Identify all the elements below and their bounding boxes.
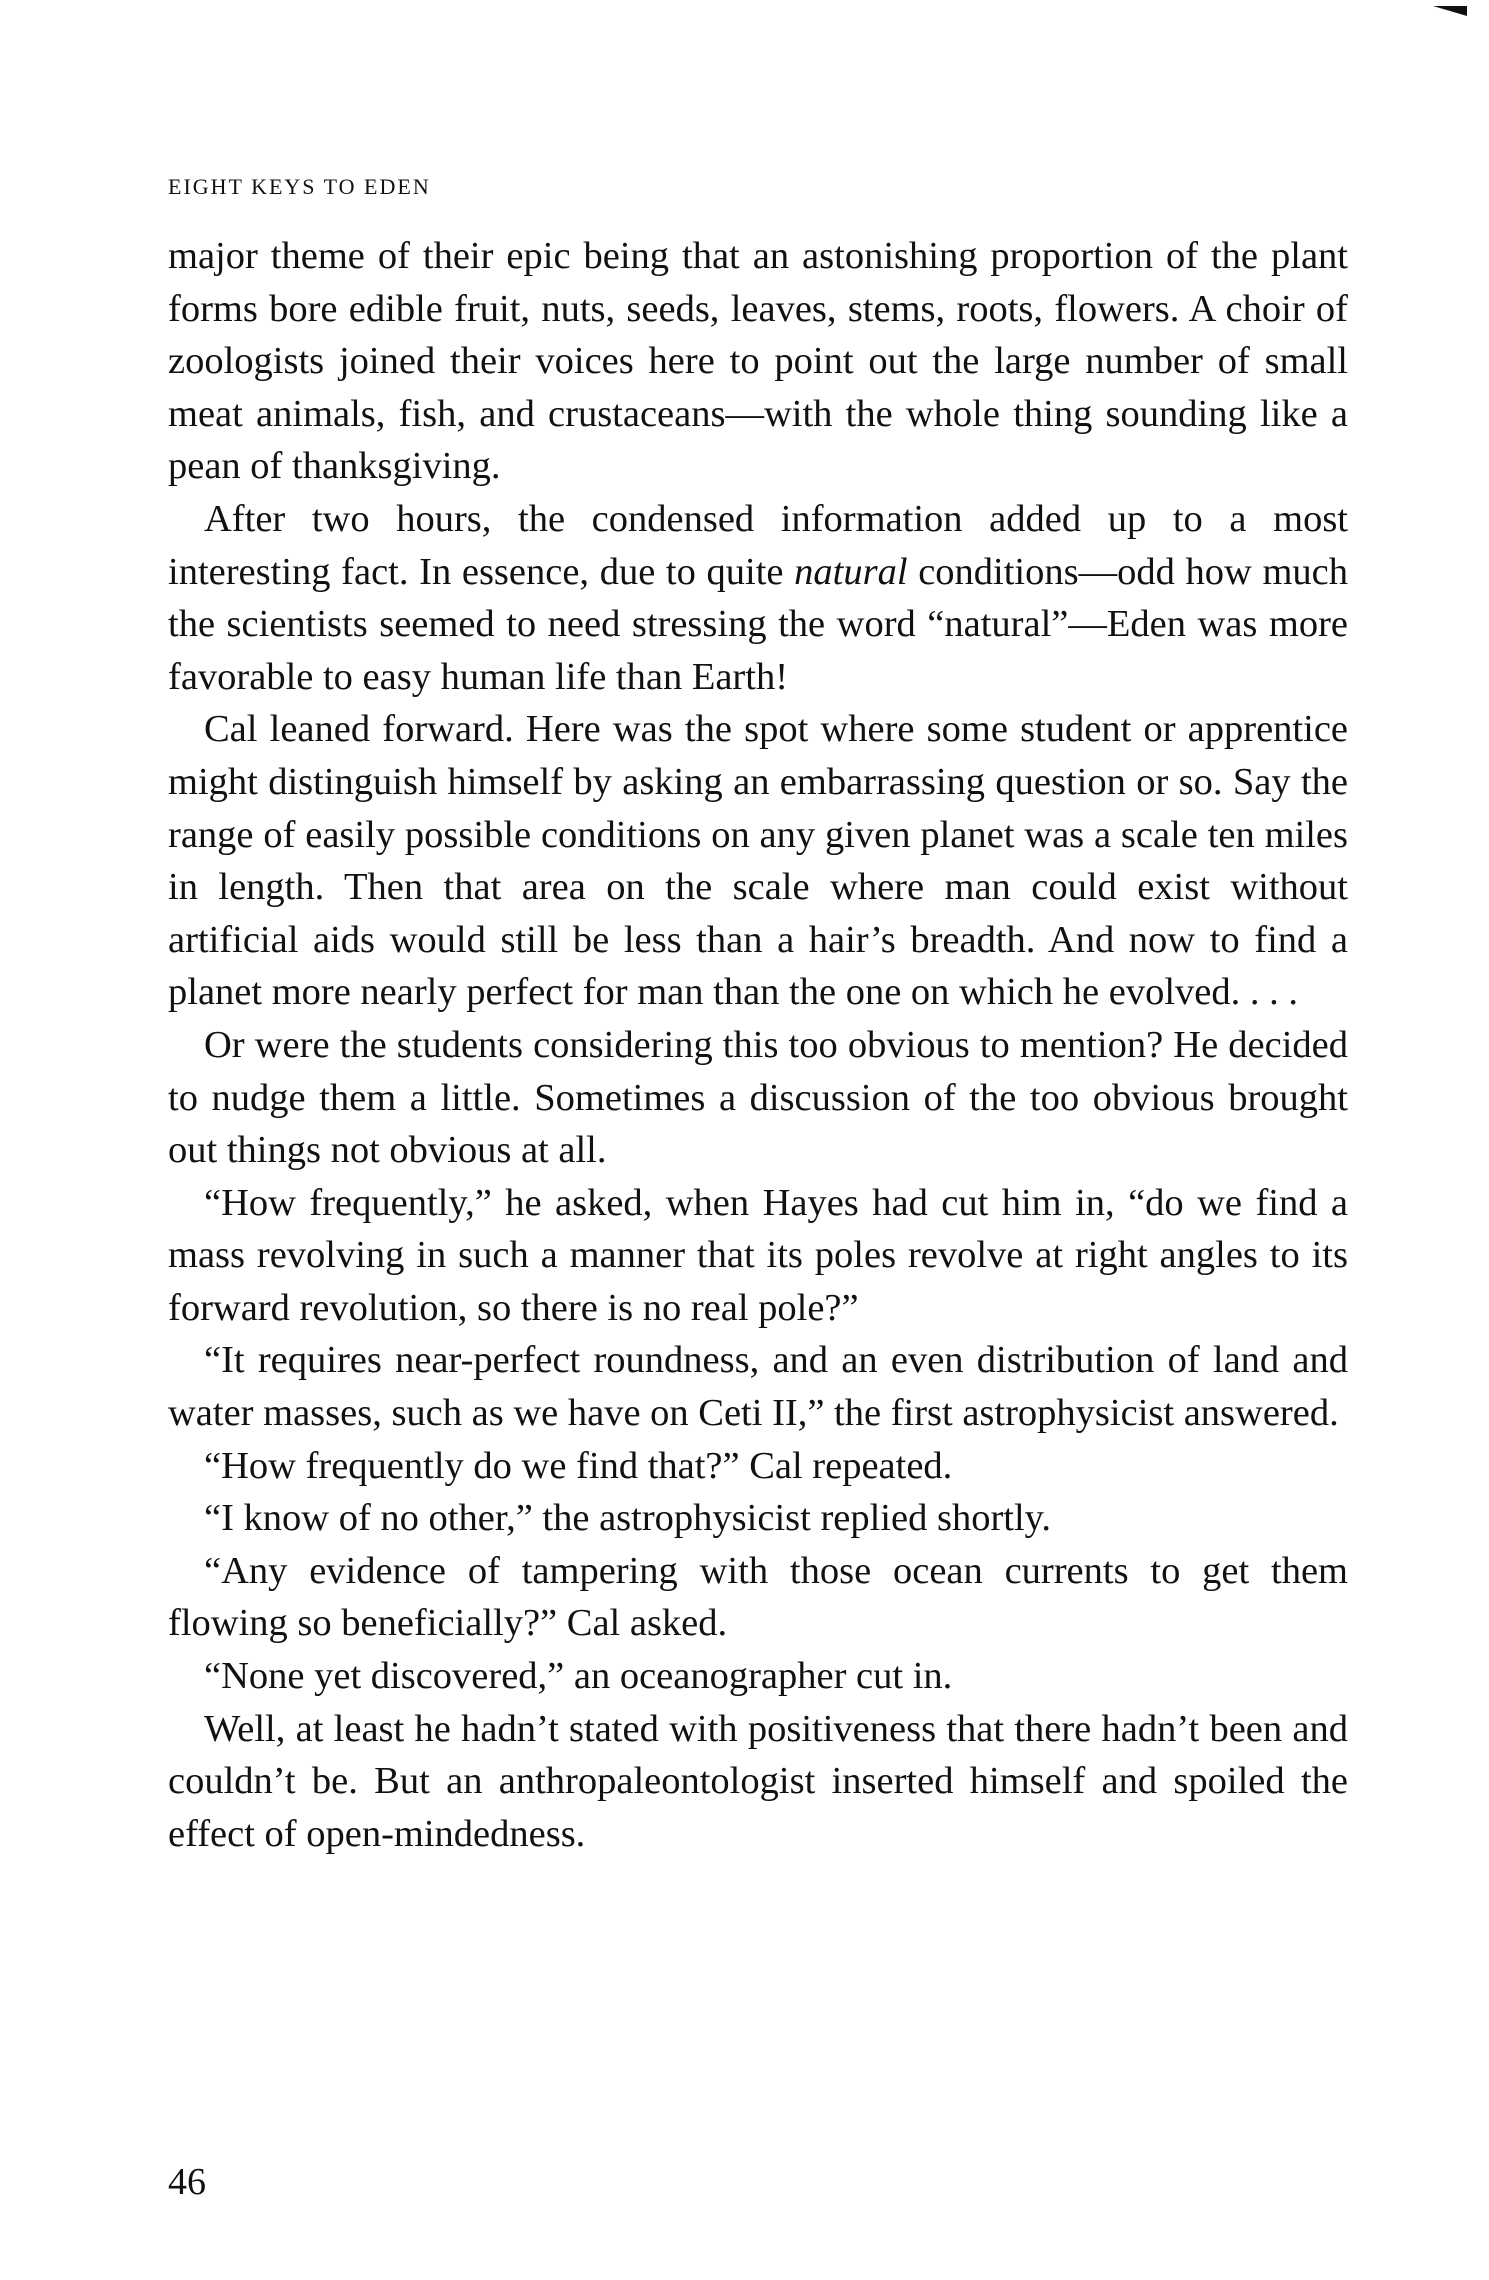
paragraph: “Any evidence of tampering with those ocean currents to get them flowing so beneficially?” Cal asked. xyxy=(168,1549,1348,1645)
paragraph: “I know of no other,” the astrophysicist replied shortly. xyxy=(204,1497,1052,1540)
paragraph: “How frequently do we find that?” Cal repeated. xyxy=(204,1444,953,1487)
paragraph-text: conditions—odd how much the scientists seemed to need stressing the word “natural”—Eden was more favorable to easy human life than Earth! xyxy=(168,550,1348,698)
paragraph: Cal leaned forward. Here was the spot where some student or apprentice might distinguish himself by asking an embarrassing question or so. Say the range of easily possible conditions on any given planet was a scale ten miles in length. Then that area on the scale where man could exist without artificial aids would still be less than a hair’s breadth. And now to find a planet more nearly perfect for man than the one on which he evolved. . . . xyxy=(168,708,1348,1014)
emphasis: natural xyxy=(794,550,908,593)
running-head: EIGHT KEYS TO EDEN xyxy=(168,174,431,199)
paragraph: Well, at least he hadn’t stated with positiveness that there hadn’t been and couldn’t be. But an anthropaleontologist inserted himself and spoiled the effect of open-mindedness. xyxy=(168,1707,1348,1855)
paragraph: Or were the students considering this too obvious to mention? He decided to nudge them a little. Sometimes a discussion of the too obvious brought out things not obvious at all. xyxy=(168,1023,1348,1172)
paragraph: “It requires near-perfect roundness, and an even distribution of land and water masses, such as we have on Ceti II,” the first astrophysicist answered. xyxy=(168,1339,1348,1435)
paragraph: “How frequently,” he asked, when Hayes had cut him in, “do we find a mass revolving in such a manner that its poles revolve at right angles to its forward revolution, so there is no real pole?” xyxy=(168,1181,1348,1329)
corner-mark xyxy=(1433,6,1467,16)
paragraph: major theme of their epic being that an astonishing proportion of the plant forms bore edible fruit, nuts, seeds, leaves, stems, roots, flowers. A choir of zoologists joined their voices here to point out the large number of small meat animals, fish, and crustaceans—with the whole thing sounding like a pean of thanksgiving. xyxy=(168,235,1348,488)
paragraph xyxy=(168,493,1348,703)
page-number: 46 xyxy=(168,2161,206,2203)
paragraph: “None yet discovered,” an oceanographer cut in. xyxy=(204,1655,953,1698)
body-text xyxy=(168,230,1348,1860)
paragraph-text: After two hours, the condensed information added up to a most interesting fact. In essence, due to quite xyxy=(168,497,1348,593)
